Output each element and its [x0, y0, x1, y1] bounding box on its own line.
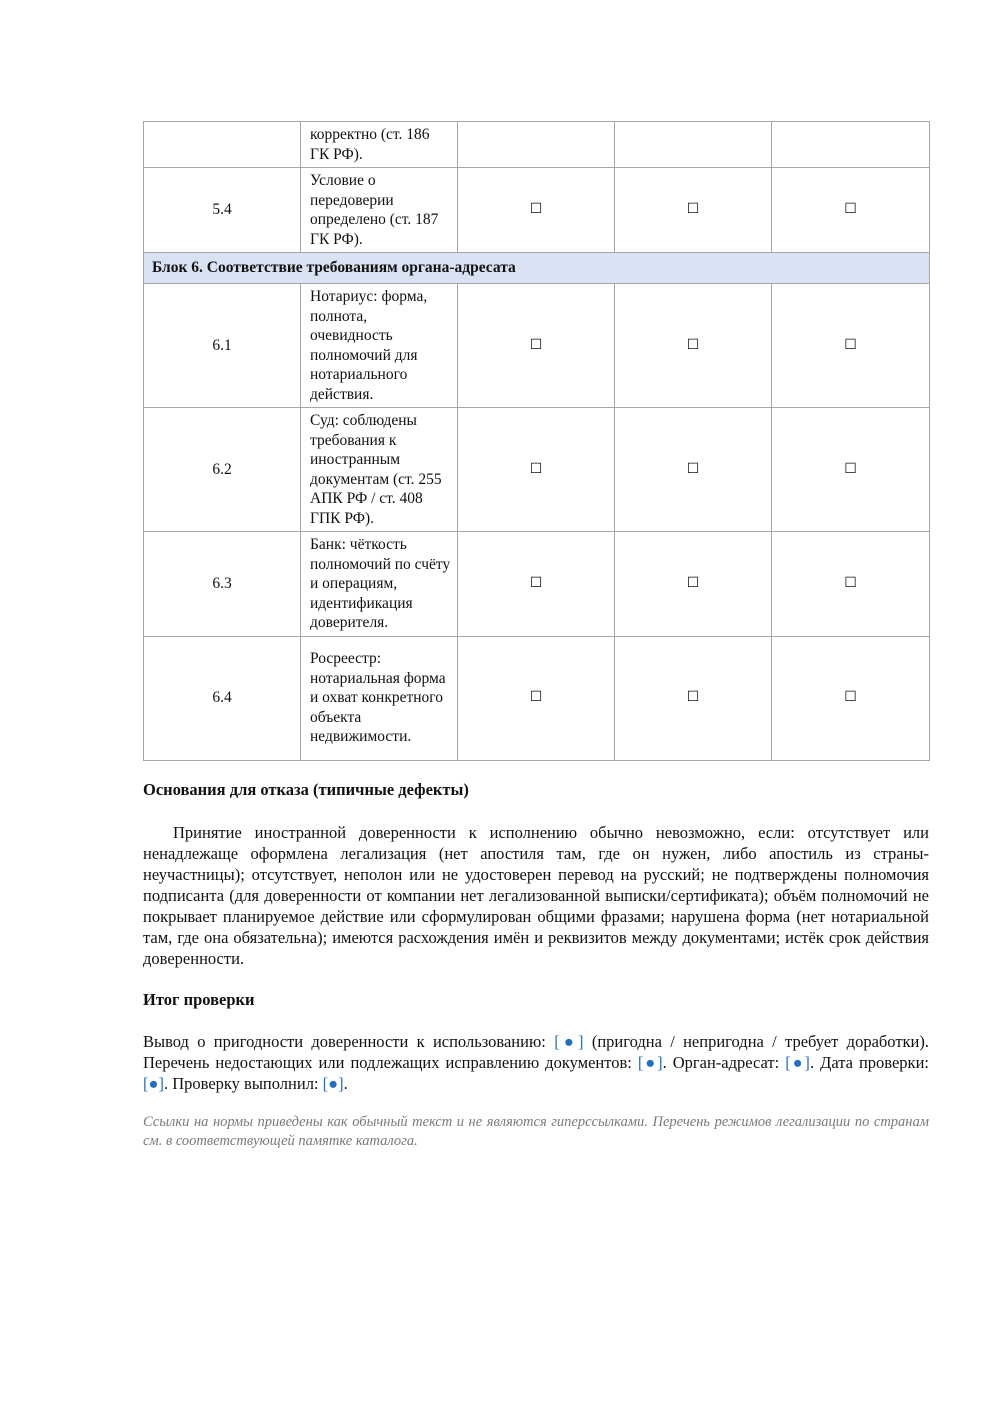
- placeholder-date[interactable]: [●]: [143, 1073, 164, 1093]
- result-text: .: [343, 1073, 348, 1093]
- checkbox-cell: [772, 122, 930, 168]
- table-row: [144, 168, 930, 253]
- table-row: [144, 636, 930, 760]
- row-number: 6.4: [144, 636, 301, 760]
- placeholder-conclusion[interactable]: [●]: [554, 1031, 584, 1051]
- result-text: Вывод о пригодности доверенности к использованию:: [143, 1031, 555, 1051]
- checkbox[interactable]: ☐: [615, 168, 772, 253]
- result-text: . Дата проверки:: [809, 1052, 929, 1072]
- table-row: [144, 532, 930, 637]
- result-text: (пригодна / непригодна / требует доработки). Перечень недостающих или подлежащих исправлению документов:: [143, 1031, 929, 1072]
- checkbox[interactable]: ☐: [615, 636, 772, 760]
- checkbox[interactable]: ☐: [458, 284, 615, 408]
- checkbox[interactable]: ☐: [772, 284, 930, 408]
- checkbox[interactable]: ☐: [772, 532, 930, 637]
- checkbox[interactable]: ☐: [458, 532, 615, 637]
- checkbox[interactable]: ☐: [458, 168, 615, 253]
- checkbox-cell: [615, 122, 772, 168]
- checkbox[interactable]: ☐: [458, 636, 615, 760]
- footnote: Ссылки на нормы приведены как обычный текст и не являются гиперссылками. Перечень режимов легализации по странам см. в соответствующей памятке каталога.: [143, 1113, 929, 1149]
- row-description: корректно (ст. 186 ГК РФ).: [301, 122, 458, 168]
- checkbox[interactable]: ☐: [772, 636, 930, 760]
- row-number: 6.1: [144, 284, 301, 408]
- checklist-table: [143, 121, 930, 761]
- result-paragraph: [143, 1031, 929, 1094]
- row-description: Суд: соблюдены требования к иностранным документам (ст. 255 АПК РФ / ст. 408 ГПК РФ).: [301, 408, 458, 532]
- row-description: Банк: чёткость полномочий по счёту и операциям, идентификация доверителя.: [301, 532, 458, 637]
- checkbox[interactable]: ☐: [772, 168, 930, 253]
- row-number: 6.2: [144, 408, 301, 532]
- checkbox[interactable]: ☐: [615, 284, 772, 408]
- block-header-row: [144, 253, 930, 284]
- row-number: 6.3: [144, 532, 301, 637]
- result-text: . Проверку выполнил:: [163, 1073, 323, 1093]
- checkbox[interactable]: ☐: [615, 532, 772, 637]
- placeholder-documents[interactable]: [●]: [637, 1052, 663, 1072]
- row-description: Условие о передоверии определено (ст. 187 ГК РФ).: [301, 168, 458, 253]
- row-description: Росреестр: нотариальная форма и охват конкретного объекта недвижимости.: [301, 636, 458, 760]
- result-heading: Итог проверки: [143, 989, 255, 1009]
- row-number: 5.4: [144, 168, 301, 253]
- row-description: Нотариус: форма, полнота, очевидность полномочий для нотариального действия.: [301, 284, 458, 408]
- block-title: Блок 6. Соответствие требованиям органа-адресата: [144, 253, 930, 284]
- table-row: [144, 122, 930, 168]
- placeholder-reviewer[interactable]: [●]: [322, 1073, 344, 1093]
- checkbox[interactable]: ☐: [772, 408, 930, 532]
- refusal-heading: Основания для отказа (типичные дефекты): [143, 779, 469, 799]
- placeholder-recipient[interactable]: [●]: [785, 1052, 810, 1072]
- table-row: [144, 284, 930, 408]
- refusal-paragraph: Принятие иностранной доверенности к исполнению обычно невозможно, если: отсутствует или ненадлежаще оформлена легализация (нет апостиля там, где он нужен, либо апостиль из страны-неучастницы); отсутствует, неполон или не удостоверен перевод на русский; не подтверждены полномочия подписанта (для доверенности от компании нет легализованной выписки/сертификата); объём полномочий не покрывает планируемое действие или сформулирован общими фразами; нарушена форма (нет нотариальной там, где она обязательна); имеются расхождения имён и реквизитов между документами; истёк срок действия доверенности.: [143, 822, 929, 968]
- result-text: . Орган-адресат:: [662, 1052, 786, 1072]
- checkbox-cell: [458, 122, 615, 168]
- row-number: [144, 122, 301, 168]
- checkbox[interactable]: ☐: [458, 408, 615, 532]
- document-page: [143, 121, 929, 1151]
- table-row: [144, 408, 930, 532]
- checkbox[interactable]: ☐: [615, 408, 772, 532]
